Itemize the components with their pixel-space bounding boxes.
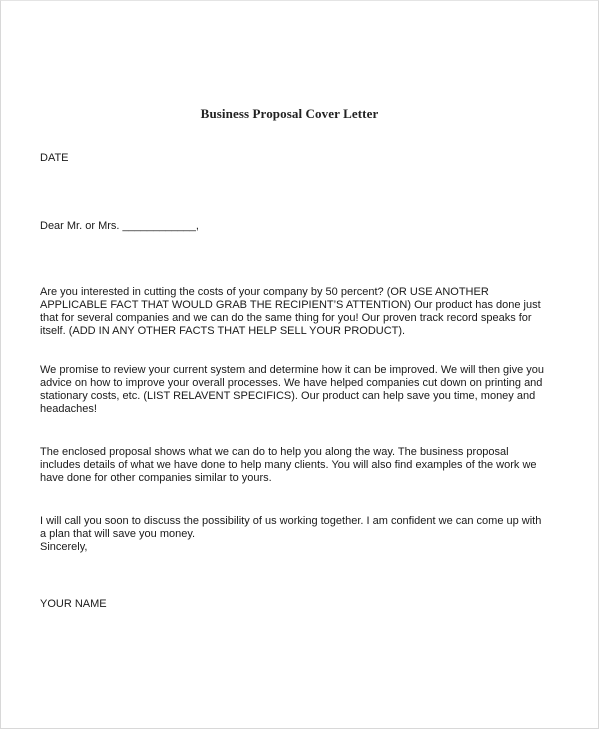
date-line: DATE	[40, 152, 69, 164]
salutation: Dear Mr. or Mrs. ____________,	[40, 220, 199, 232]
body-paragraph-3: The enclosed proposal shows what we can do to help you along the way. The business proposal includes details of what we have done to help many clients. You will also find examples of the work we have done for other companies similar to yours.	[40, 446, 537, 484]
body-paragraph-2: We promise to review your current system and determine how it can be improved. We will then give you advice on how to improve your overall processes. We have helped companies cut down on printing and stationary costs, etc. (LIST RELAVENT SPECIFICS). Our product can help save you time, money and headaches!	[40, 364, 544, 415]
body-paragraph-1: Are you interested in cutting the costs of your company by 50 percent? (OR USE ANOTHER APPLICABLE FACT THAT WOULD GRAB THE RECIPIENT’S ATTENTION) Our product has done just that for several companies and we can do the same thing for you! Our proven track record speaks for itself. (ADD IN ANY OTHER FACTS THAT HELP SELL YOUR PRODUCT).	[40, 286, 541, 337]
signature-name: YOUR NAME	[40, 598, 107, 610]
document-title: Business Proposal Cover Letter	[200, 106, 379, 121]
body-paragraph-4: I will call you soon to discuss the possibility of us working together. I am confident we can come up with a plan that will save you money. Sincerely,	[40, 515, 542, 553]
